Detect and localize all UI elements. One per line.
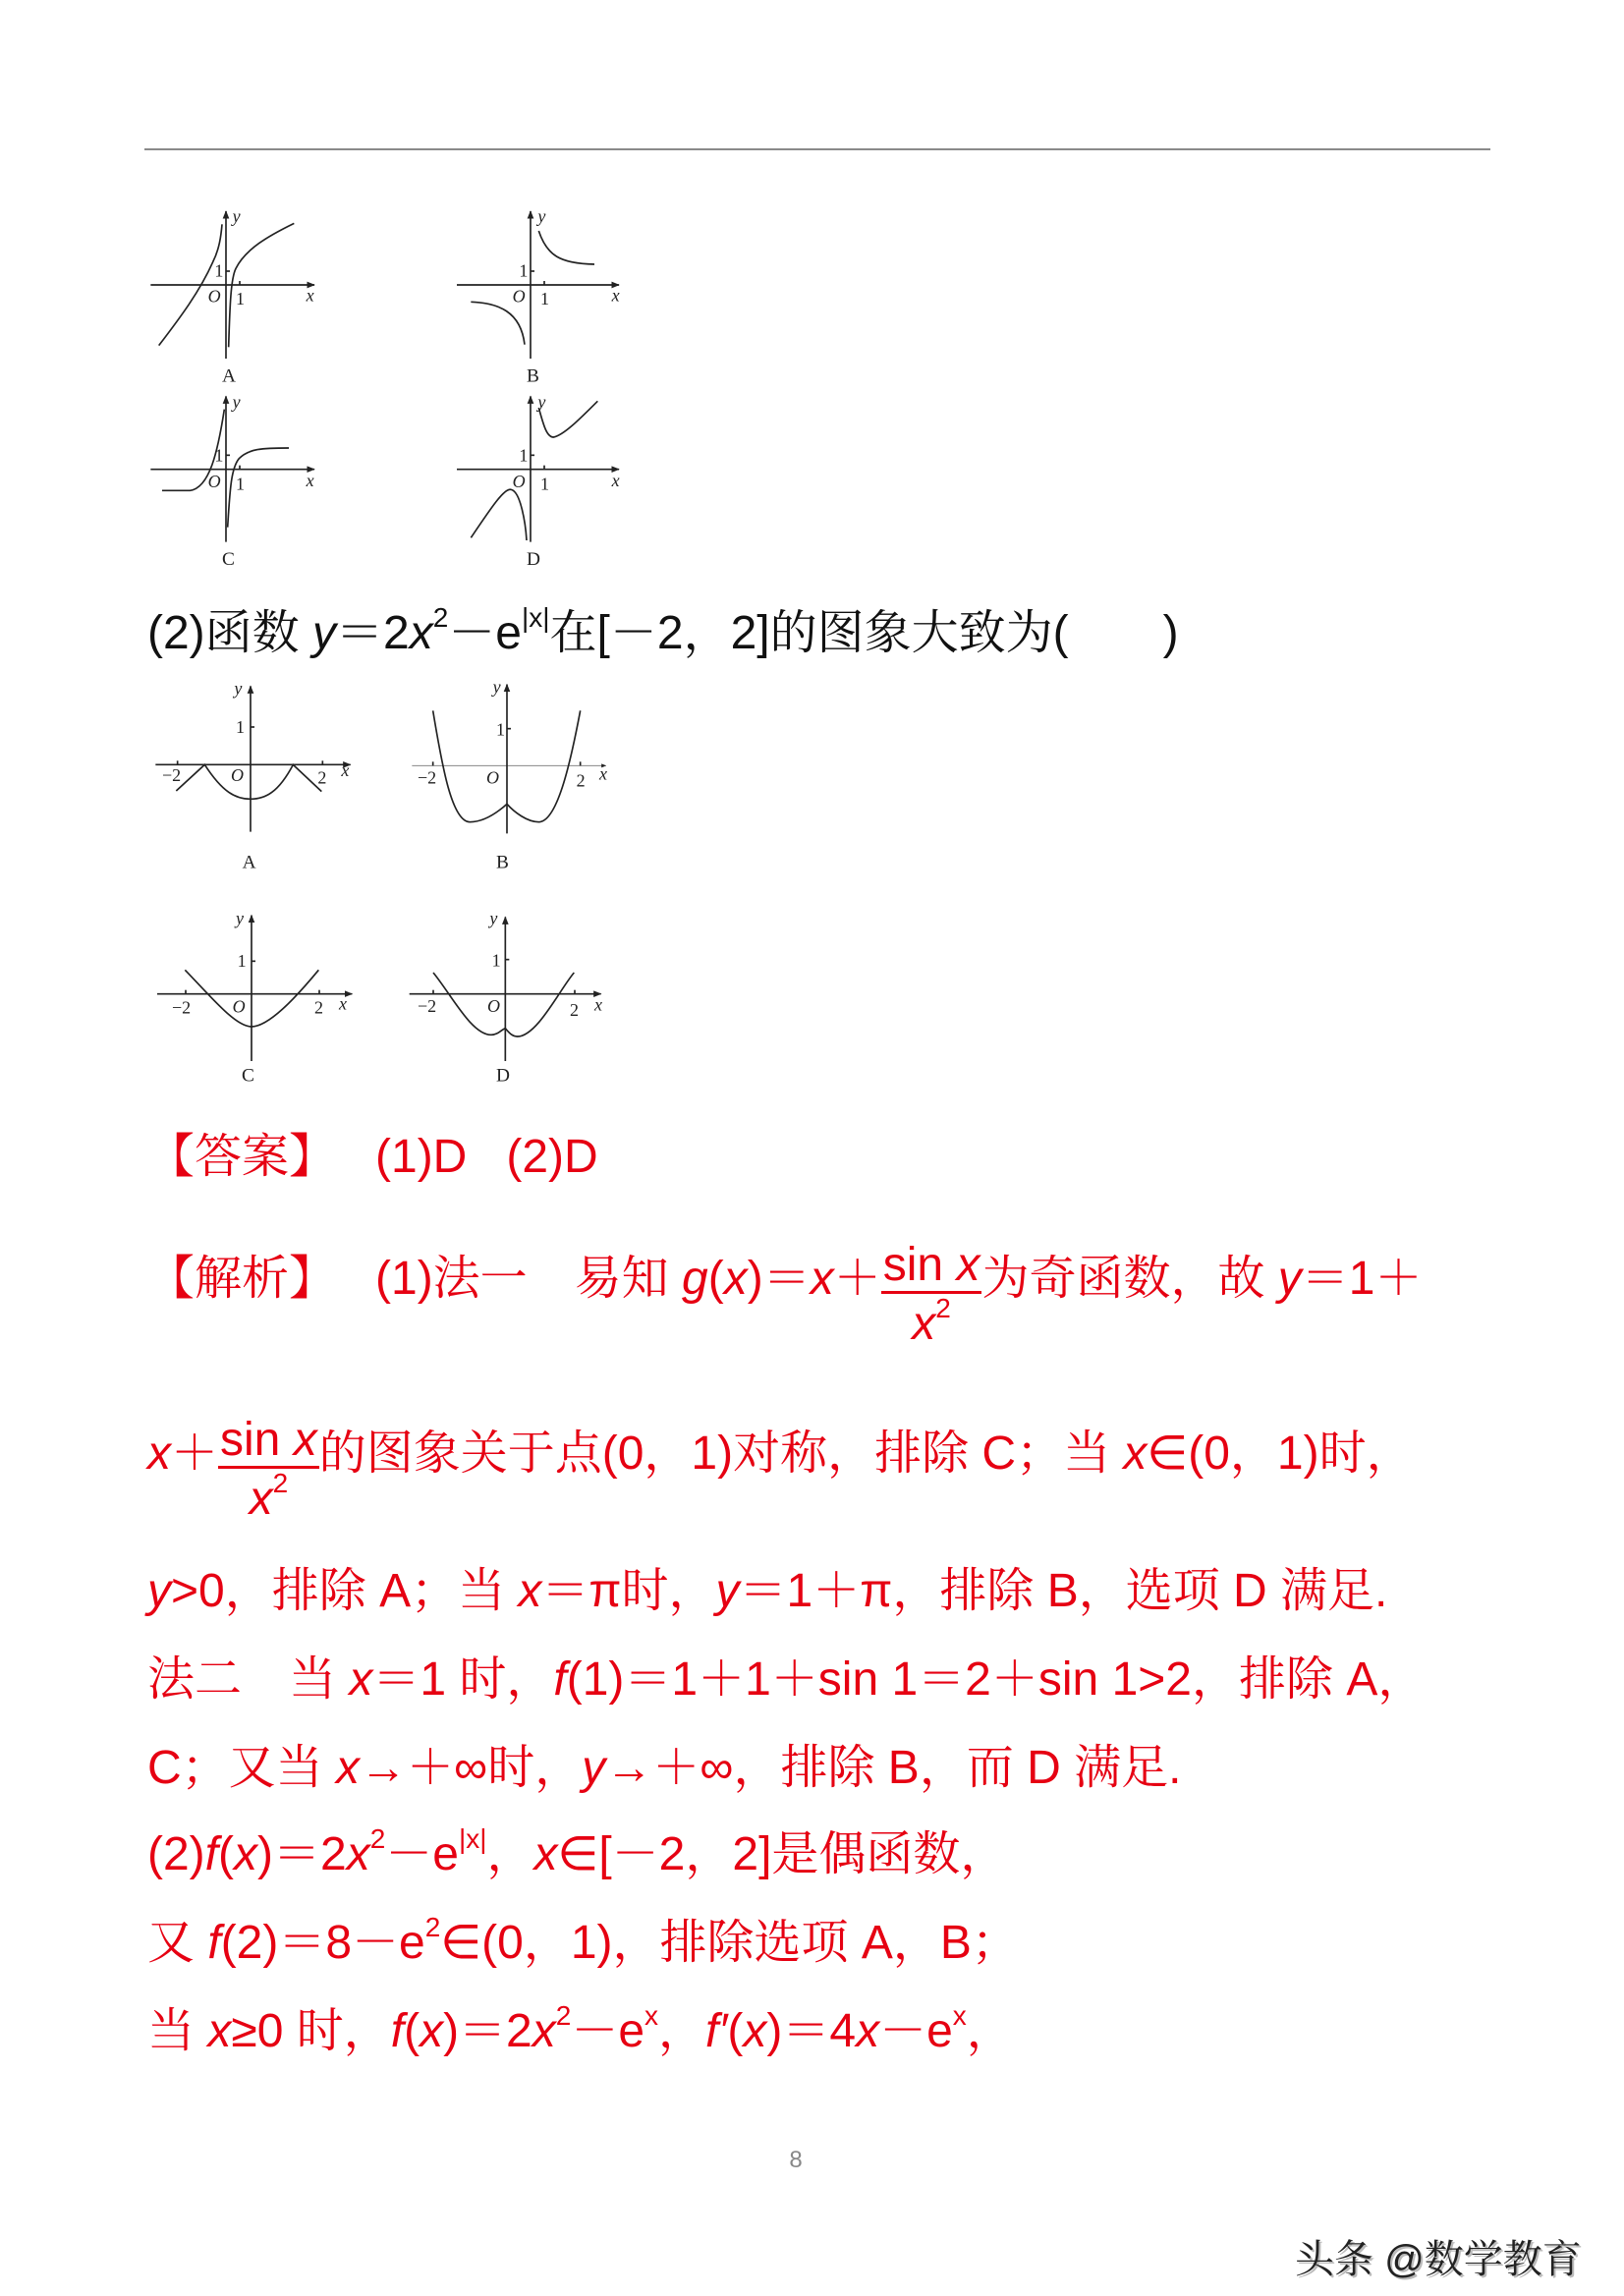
math-variable: f (207, 1917, 221, 1969)
math-variable: x (409, 607, 433, 659)
y-label: y (489, 908, 498, 928)
math-variable: x (147, 1428, 171, 1480)
superscript: |x| (522, 602, 550, 633)
analysis-line-7 (147, 1914, 1019, 1973)
origin-label: O (486, 767, 499, 788)
superscript: 2 (369, 1823, 386, 1854)
superscript: 2 (272, 1468, 289, 1498)
math-variable: y (1277, 1253, 1302, 1305)
origin-label: O (487, 996, 500, 1016)
text-run: ， (658, 2005, 706, 2057)
math-variable: x (810, 1253, 834, 1305)
superscript: x (644, 2000, 659, 2031)
text-run: 【答案】 (147, 1131, 337, 1183)
y-label: y (236, 908, 244, 928)
tick-label: 1 (236, 474, 245, 494)
text-run: ＝1＋π，排除 B，选项 D 满足. (739, 1565, 1388, 1617)
math-variable: y (147, 1565, 171, 1617)
question-2 (147, 604, 1179, 663)
text-run: 的图象关于点(0，1)对称，排除 C；当 (318, 1428, 1124, 1480)
analysis-line-1 (147, 1239, 1423, 1350)
text-run: ＋ (171, 1428, 219, 1480)
text-run: －e (879, 2005, 953, 2057)
panel-label: D (496, 1065, 510, 1087)
figure-question1-options (138, 196, 648, 589)
text-run: C；又当 (147, 1742, 337, 1794)
text-run: ( (727, 2005, 744, 2057)
page-number: 8 (789, 2147, 803, 2173)
text-run: ( (707, 1253, 724, 1305)
math-variable: x (723, 1253, 748, 1305)
curve (538, 401, 597, 437)
x-label: x (341, 760, 350, 780)
tick-label: 1 (540, 289, 549, 308)
tick-label: 1 (214, 260, 224, 281)
x-label: x (599, 763, 607, 784)
tick-label: 1 (540, 474, 549, 494)
math-variable: f (553, 1653, 567, 1706)
text-run: 又 (147, 1917, 208, 1969)
denominator (881, 1293, 982, 1350)
graph-2a (155, 686, 350, 831)
y-label: y (537, 392, 546, 412)
curve (471, 302, 525, 344)
tick-label: 2 (317, 767, 327, 788)
origin-label: O (231, 765, 244, 785)
text-run: ＝1 时， (372, 1653, 554, 1706)
curve (176, 764, 321, 799)
text-run: ＝1＋ (1301, 1253, 1423, 1305)
graph-1a (150, 211, 314, 359)
analysis-line-5 (147, 1739, 1182, 1798)
text-run: →＋∞，排除 B，而 D 满足. (605, 1742, 1182, 1794)
math-variable: f (204, 1828, 219, 1880)
text-run: )＝2 (257, 1828, 347, 1880)
text-run: ≥0 时， (231, 2005, 391, 2057)
superscript: |x| (458, 1823, 487, 1854)
graph-1b (457, 211, 619, 359)
text-run: 为奇函数，故 (981, 1253, 1278, 1305)
watermark: 头条 @数学教育 (1295, 2238, 1582, 2281)
tick-label: −2 (172, 997, 192, 1018)
text-run: (1)法一 易知 (375, 1253, 683, 1305)
text-run: 在[－2，2]的图象大致为( ) (549, 607, 1179, 659)
math-variable: x (346, 1828, 370, 1880)
text-run: ， (486, 1828, 534, 1880)
tick-label: −2 (418, 996, 437, 1016)
text-run: 当 (147, 2005, 208, 2057)
tick-label: 1 (496, 719, 505, 740)
math-variable: x (912, 1298, 936, 1350)
superscript: 2 (432, 602, 449, 633)
y-label: y (232, 206, 241, 226)
text-run: (1)D (375, 1131, 468, 1183)
text-run: ∈[－2，2]是偶函数， (557, 1828, 1008, 1880)
text-run: >0，排除 A；当 (171, 1565, 519, 1617)
math-variable: x (856, 2005, 880, 2057)
analysis-line-6 (147, 1825, 1007, 1884)
analysis-line-4 (147, 1651, 1425, 1709)
text-run: ＝π时， (541, 1565, 716, 1617)
text-run: (2) (147, 1828, 205, 1880)
superscript: x (952, 2000, 967, 2031)
fraction (881, 1239, 982, 1350)
text-run: (1)＝1＋1＋sin 1＝2＋sin 1>2，排除 A， (566, 1653, 1426, 1706)
y-label: y (232, 392, 241, 412)
numerator (883, 1239, 980, 1291)
analysis-line-8 (147, 2002, 1014, 2061)
text-run: )＝2 (443, 2005, 532, 2057)
tick-label: 1 (519, 445, 529, 466)
answer-line (147, 1128, 598, 1187)
text-run: －e (448, 607, 522, 659)
text-run: ∈(0，1)时， (1147, 1428, 1414, 1480)
tick-label: 1 (236, 717, 245, 737)
text-run: ( (218, 1828, 234, 1880)
tick-label: 1 (519, 260, 529, 281)
panel-label: B (527, 365, 539, 387)
graph-2d (410, 917, 601, 1061)
tick-label: −2 (418, 767, 437, 788)
text-run: ∈(0，1)，排除选项 A，B； (440, 1917, 1019, 1969)
tick-label: 1 (237, 951, 247, 971)
tick-label: −2 (162, 765, 182, 785)
tick-label: 1 (214, 445, 224, 466)
math-variable: x (1123, 1428, 1148, 1480)
origin-label: O (207, 472, 221, 491)
math-variable: x (533, 1828, 558, 1880)
panel-label: C (242, 1065, 254, 1087)
fraction (218, 1414, 319, 1525)
math-variable: x (234, 1828, 257, 1880)
panel-label: C (222, 549, 235, 570)
text-run: )＝ (747, 1253, 811, 1305)
math-variable: x (956, 1239, 980, 1291)
math-variable: x (743, 2005, 767, 2057)
panel-label: B (496, 852, 509, 873)
superscript: 2 (555, 2000, 572, 2031)
x-label: x (611, 471, 620, 490)
text-run: －e (385, 1828, 459, 1880)
text-run: ( (404, 2005, 420, 2057)
analysis-line-2 (147, 1414, 1414, 1525)
math-variable: y (582, 1742, 606, 1794)
math-variable: x (420, 2005, 444, 2057)
y-label: y (234, 678, 243, 699)
x-label: x (339, 993, 347, 1014)
math-variable: y (312, 607, 337, 659)
text-run: ＝2 (336, 607, 410, 659)
tick-label: 1 (236, 289, 245, 308)
graph-2c (157, 916, 352, 1061)
numerator (220, 1414, 317, 1466)
tick-label: 1 (491, 950, 501, 971)
tick-label: 2 (314, 997, 323, 1018)
math-variable: x (532, 2005, 556, 2057)
origin-label: O (207, 286, 221, 307)
text-run: 【解析】 (147, 1253, 337, 1305)
text-run: －e (571, 2005, 645, 2057)
y-label: y (492, 677, 501, 697)
math-variable: x (207, 2005, 232, 2057)
text-run: 法二 当 (147, 1653, 350, 1706)
math-variable: y (715, 1565, 740, 1617)
text-run: (2)D (506, 1131, 598, 1183)
text-run: (2)函数 (147, 607, 313, 659)
text-run: ， (966, 2005, 1014, 2057)
origin-label: O (512, 472, 526, 491)
math-variable: x (518, 1565, 542, 1617)
superscript: 2 (935, 1293, 951, 1323)
tick-label: 2 (570, 1000, 579, 1020)
curve (471, 489, 527, 540)
text-run: sin (220, 1414, 294, 1466)
panel-label: A (222, 365, 236, 387)
math-variable: x (336, 1742, 361, 1794)
x-label: x (611, 285, 620, 306)
header-rule (144, 148, 1490, 150)
figure-question2-options (138, 668, 648, 1100)
math-variable: x (293, 1414, 317, 1466)
math-variable: x (349, 1653, 373, 1706)
origin-label: O (232, 996, 246, 1017)
text-run: )＝4 (766, 2005, 857, 2057)
math-variable: f (390, 2005, 405, 2057)
curve (538, 231, 594, 264)
math-variable: g (682, 1253, 708, 1305)
graph-1c (150, 396, 314, 541)
text-run: sin (882, 1239, 957, 1291)
graph-2b (412, 685, 605, 834)
x-label: x (594, 994, 602, 1015)
curve (433, 973, 574, 1036)
graph-1d (457, 396, 619, 541)
panel-label: D (527, 549, 540, 570)
superscript: 2 (424, 1912, 441, 1942)
text-run: →＋∞时， (360, 1742, 583, 1794)
analysis-line-3 (147, 1562, 1387, 1621)
panel-label: A (242, 852, 256, 873)
origin-label: O (512, 286, 526, 307)
math-variable: x (249, 1473, 273, 1525)
text-run: (2)＝8－e (220, 1917, 425, 1969)
x-label: x (306, 471, 314, 490)
tick-label: 2 (576, 770, 586, 791)
math-variable: f′ (705, 2005, 728, 2057)
y-label: y (537, 206, 546, 226)
denominator (218, 1468, 319, 1525)
x-label: x (306, 285, 314, 306)
text-run: ＋ (833, 1253, 881, 1305)
